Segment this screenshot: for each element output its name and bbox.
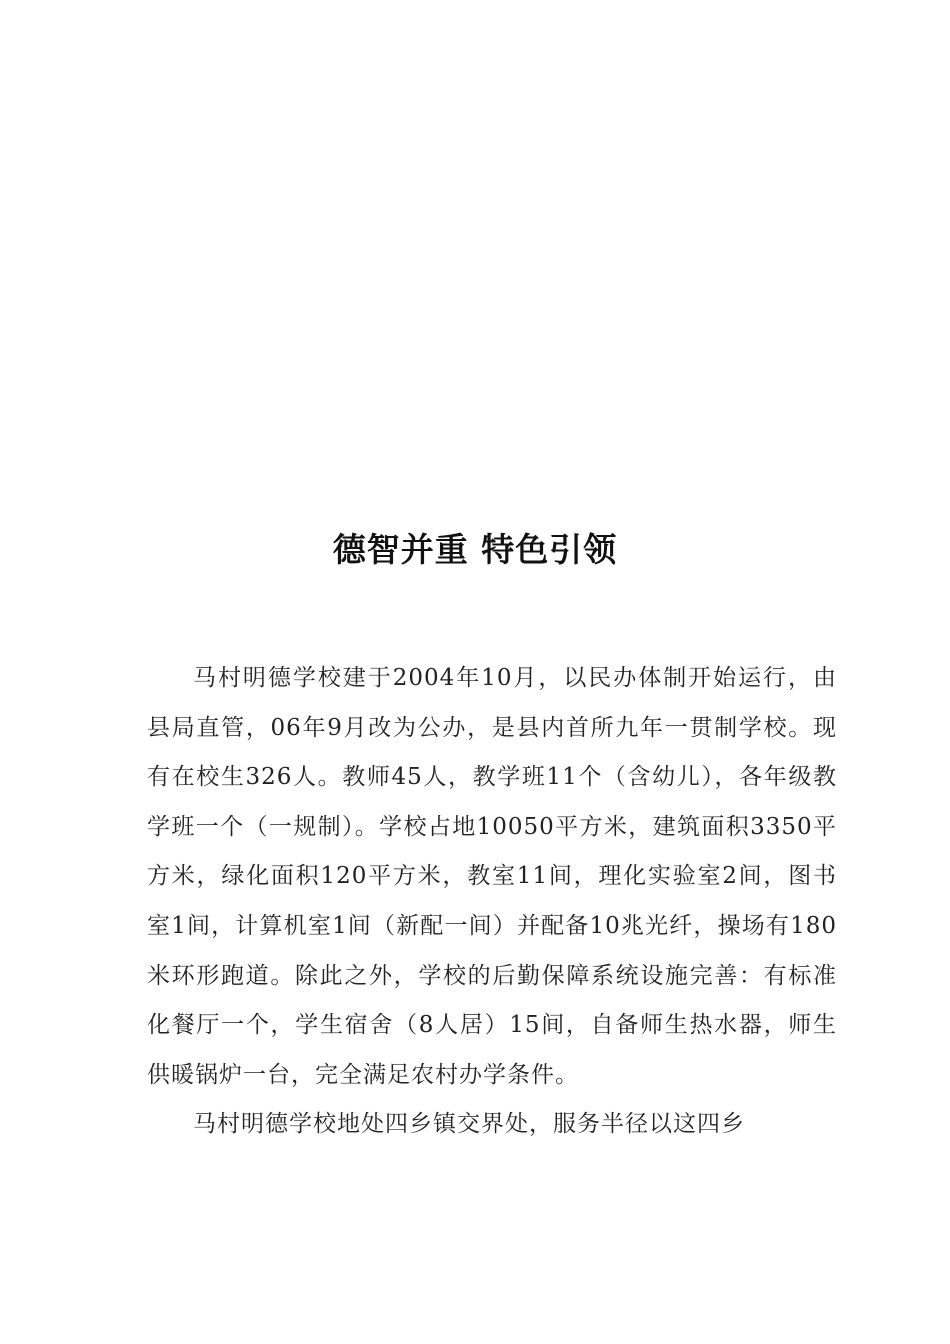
document-title: 德智并重 特色引领 xyxy=(332,530,618,569)
paragraph-school-location: 马村明德学校地处四乡镇交界处，服务半径以这四乡 xyxy=(193,1111,745,1138)
document-body xyxy=(147,654,837,1150)
paragraph-school-overview: 马村明德学校建于2004年10月，以民办体制开始运行，由县局直管，06年9月改为公办，是县内首所九年一贯制学校。现有在校生326人。教师45人，教学班11个（含幼儿），各年级教学班一个（一规制）。学校占地10050平方米，建筑面积3350平方米，绿化面积120平方米，教室11间，理化实验室2间，图书室1间，计算机室1间（新配一间）并配备10兆光纤，操场有180米环形跑道。除此之外，学校的后勤保障系统设施完善：有标准化餐厅一个，学生宿舍（8人居）15间，自备师生热水器，师生供暖锅炉一台，完全满足农村办学条件。 xyxy=(147,665,837,1088)
